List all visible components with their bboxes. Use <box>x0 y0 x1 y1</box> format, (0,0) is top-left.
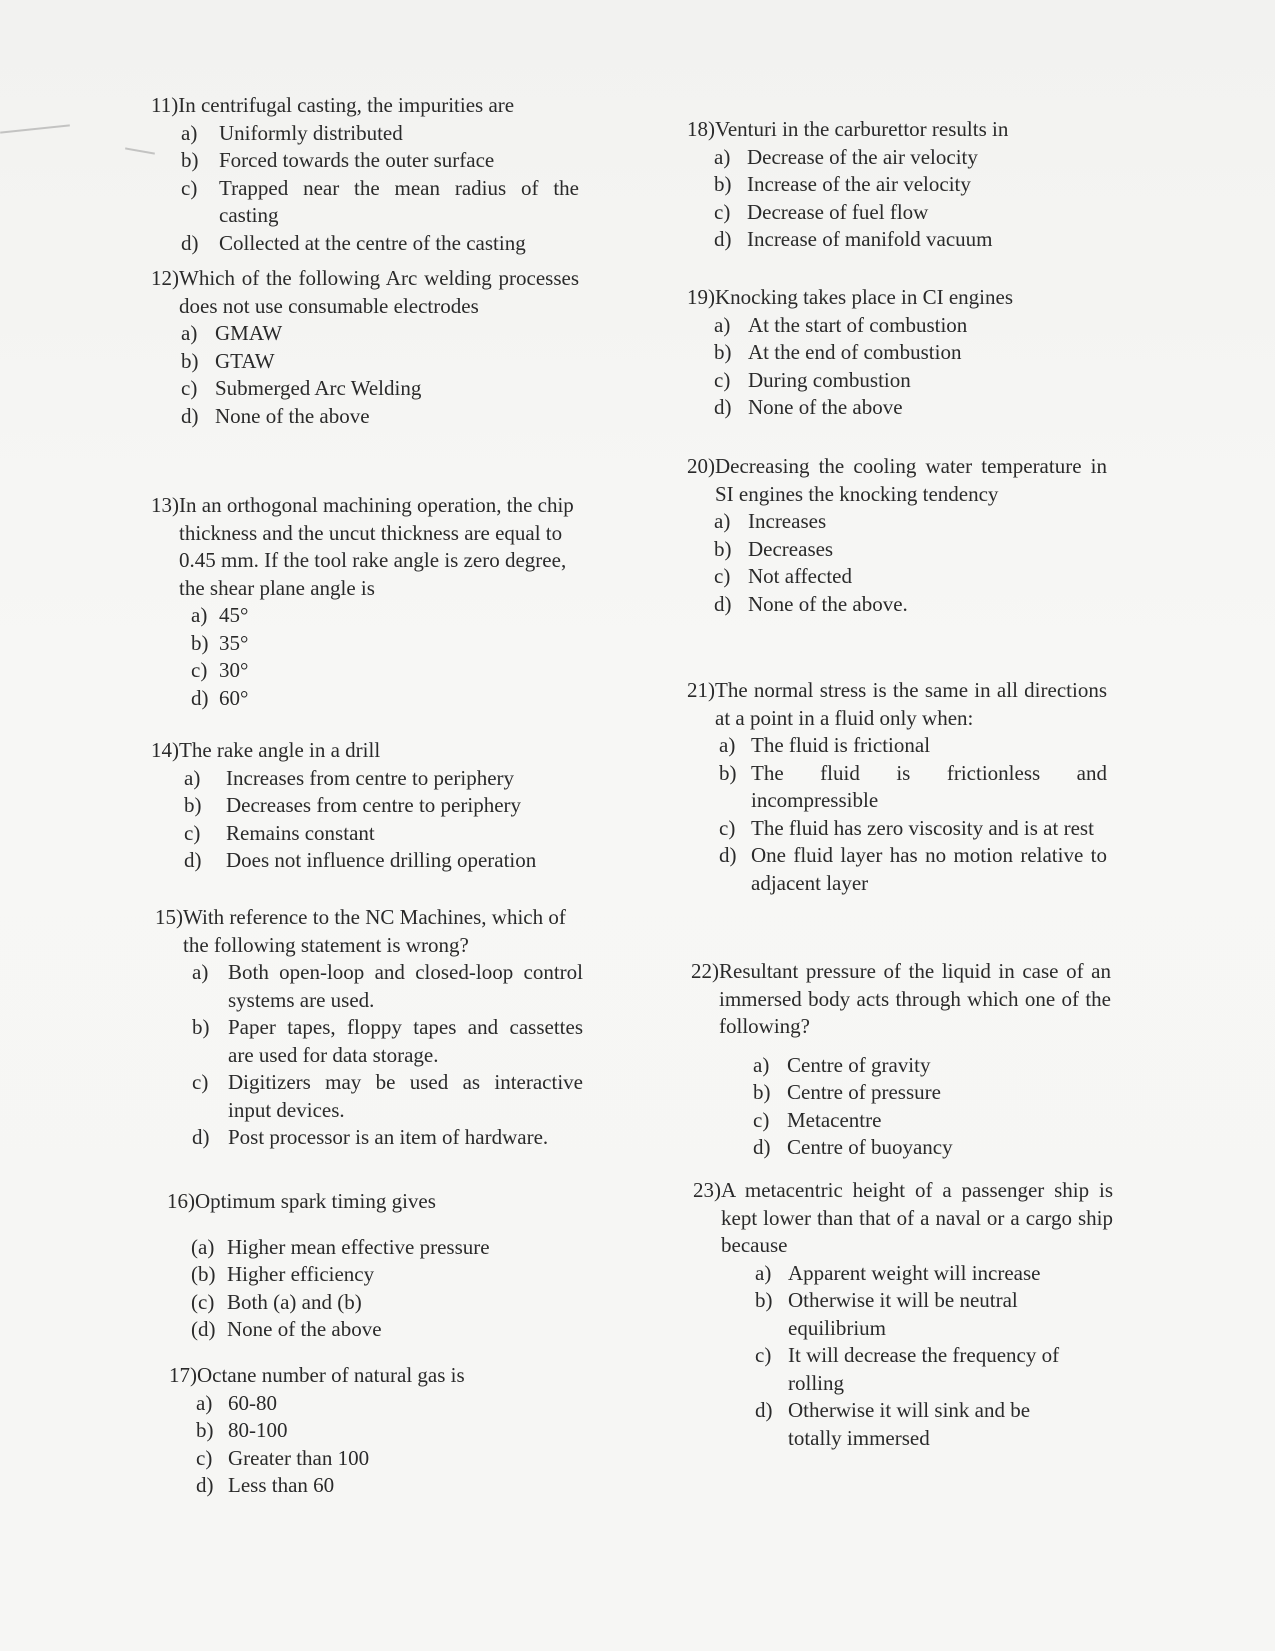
question-21 <box>687 677 1107 897</box>
question-12 <box>151 265 579 430</box>
option-d <box>191 685 579 713</box>
option-c <box>714 367 1107 395</box>
option-label: b) <box>714 172 732 196</box>
option-label: c) <box>753 1107 770 1132</box>
question-number: 21) <box>687 678 715 702</box>
option-text: GMAW <box>215 321 283 345</box>
question-text: Optimum spark timing gives <box>195 1189 436 1213</box>
option-text: Decreases from centre to periphery <box>226 793 522 817</box>
option-b <box>192 1014 583 1069</box>
question-text: Which of the following Arc welding processes does not use consumable electrodes <box>179 266 579 318</box>
option-label: b) <box>714 536 732 561</box>
option-label: a) <box>181 120 198 145</box>
option-label: b) <box>719 760 737 785</box>
option-d <box>719 842 1107 897</box>
option-c <box>181 175 579 230</box>
option-label: c) <box>719 815 736 840</box>
option-label: c) <box>755 1343 772 1367</box>
option-a <box>714 312 1107 340</box>
question-17 <box>169 1362 589 1500</box>
option-d <box>714 226 1107 254</box>
option-label: d) <box>181 230 199 255</box>
option-label: c) <box>714 367 731 392</box>
option-text: Centre of gravity <box>787 1052 931 1077</box>
option-d <box>181 403 579 431</box>
option-text: It will decrease the frequency of rolling <box>788 1343 1060 1395</box>
option-label: a) <box>184 765 201 790</box>
option-b <box>753 1079 1111 1107</box>
option-label: b) <box>755 1288 773 1312</box>
question-16 <box>167 1188 587 1344</box>
option-text: Trapped near the mean radius of the casting <box>219 175 579 227</box>
option-label: c) <box>181 376 198 400</box>
option-label: b) <box>191 630 209 655</box>
option-text: Collected at the centre of the casting <box>219 230 526 255</box>
question-text: The rake angle in a drill <box>179 738 381 762</box>
option-label: a) <box>192 960 209 984</box>
option-text: None of the above <box>227 1317 382 1341</box>
option-text: 80-100 <box>228 1418 288 1442</box>
option-b <box>196 1417 589 1445</box>
option-text: At the end of combustion <box>748 340 962 364</box>
option-label: d) <box>196 1473 214 1497</box>
option-b <box>184 792 579 820</box>
question-number: 19) <box>687 285 715 309</box>
question-text: Decreasing the cooling water temperature in SI engines the knocking tendency <box>715 454 1107 506</box>
option-label: b) <box>181 348 199 373</box>
option-text: Less than 60 <box>228 1473 335 1497</box>
option-text: Increases <box>748 509 827 533</box>
option-text: Decrease of the air velocity <box>747 144 978 169</box>
question-18 <box>687 116 1107 254</box>
option-text: 60-80 <box>228 1390 277 1415</box>
option-label: c) <box>191 658 208 682</box>
question-number: 18) <box>687 117 715 141</box>
option-b <box>719 760 1107 815</box>
option-text: Paper tapes, floppy tapes and cassettes are used for data storage. <box>228 1015 583 1067</box>
option-b <box>181 348 579 376</box>
option-text: During combustion <box>748 367 911 392</box>
option-c <box>191 657 579 685</box>
option-a <box>753 1052 1111 1080</box>
option-text: 30° <box>219 658 249 682</box>
option-text: None of the above <box>215 403 370 428</box>
option-text: Greater than 100 <box>228 1445 370 1470</box>
option-c <box>753 1107 1111 1135</box>
option-d <box>192 1124 583 1152</box>
option-c <box>196 1445 589 1473</box>
option-a <box>184 765 579 793</box>
question-text: In centrifugal casting, the impurities are <box>178 93 515 117</box>
option-text: Both (a) and (b) <box>227 1289 362 1314</box>
option-label: b) <box>753 1080 771 1104</box>
question-text: The normal stress is the same in all directions at a point in a fluid only when: <box>715 678 1107 730</box>
option-text: Decrease of fuel flow <box>747 199 929 224</box>
option-label: d) <box>714 591 732 616</box>
option-c <box>191 1289 587 1317</box>
question-14 <box>151 737 579 875</box>
option-label: b) <box>184 793 202 817</box>
option-text: Increase of manifold vacuum <box>747 227 993 251</box>
question-20 <box>687 453 1107 618</box>
question-number: 23) <box>693 1178 721 1202</box>
option-d <box>753 1134 1111 1162</box>
option-text: The fluid is frictional <box>751 733 931 757</box>
option-label: a) <box>714 144 731 169</box>
option-label: b) <box>192 1015 210 1039</box>
option-a <box>755 1260 1113 1288</box>
option-text: Uniformly distributed <box>219 120 403 145</box>
question-text: Knocking takes place in CI engines <box>715 285 1013 309</box>
option-d <box>181 230 579 258</box>
option-b <box>191 1261 587 1289</box>
option-label: d) <box>755 1398 773 1422</box>
option-a <box>192 959 583 1014</box>
question-text: Venturi in the carburettor results in <box>715 117 1009 141</box>
question-11 <box>151 92 579 257</box>
option-text: 35° <box>219 630 249 655</box>
question-number: 15) <box>155 905 183 929</box>
option-d <box>191 1316 587 1344</box>
option-label: d) <box>714 227 732 251</box>
option-text: None of the above <box>748 395 903 419</box>
option-d <box>184 847 579 875</box>
option-a <box>719 732 1107 760</box>
option-text: Otherwise it will be neutral equilibrium <box>788 1288 1018 1340</box>
option-c <box>192 1069 583 1124</box>
question-23 <box>693 1177 1113 1452</box>
option-label: d) <box>191 685 209 710</box>
option-label: a) <box>714 312 731 337</box>
option-b <box>714 536 1107 564</box>
option-text: The fluid is frictionless and incompressible <box>751 760 1107 812</box>
option-b <box>755 1287 1113 1342</box>
option-text: 60° <box>219 685 249 710</box>
option-a <box>714 144 1107 172</box>
option-label: d) <box>753 1135 771 1159</box>
option-a <box>714 508 1107 536</box>
option-label: a) <box>714 509 731 533</box>
question-number: 17) <box>169 1363 197 1387</box>
option-label: b) <box>181 148 199 172</box>
question-text: With reference to the NC Machines, which of the following statement is wrong? <box>183 905 566 957</box>
option-label: (a) <box>191 1234 215 1259</box>
option-text: Otherwise it will sink and be totally immersed <box>788 1398 1031 1450</box>
question-number: 14) <box>151 738 179 762</box>
option-text: Remains constant <box>226 820 375 845</box>
option-text: Centre of buoyancy <box>787 1135 953 1159</box>
option-c <box>181 375 579 403</box>
option-text: Post processor is an item of hardware. <box>228 1125 549 1149</box>
option-label: d) <box>719 843 737 867</box>
question-15 <box>155 904 583 1152</box>
question-13 <box>151 492 579 712</box>
option-label: a) <box>196 1390 213 1415</box>
option-c <box>755 1342 1113 1397</box>
option-a <box>191 1234 587 1262</box>
option-a <box>196 1390 589 1418</box>
question-22 <box>691 958 1111 1162</box>
option-label: (d) <box>191 1317 216 1341</box>
question-number: 20) <box>687 454 715 478</box>
option-text: Increase of the air velocity <box>747 172 971 196</box>
option-label: d) <box>181 403 199 428</box>
option-label: d) <box>184 848 202 872</box>
option-label: c) <box>181 175 198 200</box>
question-number: 22) <box>691 959 719 983</box>
option-text: Metacentre <box>787 1107 882 1132</box>
option-text: Forced towards the outer surface <box>219 148 495 172</box>
option-label: d) <box>714 395 732 419</box>
option-a <box>181 120 579 148</box>
option-d <box>196 1472 589 1500</box>
question-number: 12) <box>151 266 179 290</box>
option-label: c) <box>714 199 731 224</box>
option-b <box>191 630 579 658</box>
option-text: Higher efficiency <box>227 1262 375 1286</box>
option-label: (b) <box>191 1262 216 1286</box>
option-text: Does not influence drilling operation <box>226 848 537 872</box>
option-b <box>181 147 579 175</box>
option-a <box>191 602 579 630</box>
option-c <box>184 820 579 848</box>
option-b <box>714 171 1107 199</box>
option-label: b) <box>196 1418 214 1442</box>
option-text: Decreases <box>748 536 834 561</box>
question-number: 11) <box>151 93 179 117</box>
option-text: GTAW <box>215 348 275 373</box>
option-text: Increases from centre to periphery <box>226 765 515 790</box>
option-text: Centre of pressure <box>787 1080 941 1104</box>
option-label: a) <box>753 1052 770 1077</box>
option-text: None of the above. <box>748 591 908 616</box>
option-label: c) <box>192 1070 209 1094</box>
option-d <box>714 394 1107 422</box>
option-d <box>755 1397 1113 1452</box>
question-number: 16) <box>167 1189 195 1213</box>
option-text: Submerged Arc Welding <box>215 376 422 400</box>
option-label: c) <box>184 820 201 845</box>
question-number: 13) <box>151 493 179 517</box>
option-label: a) <box>755 1260 772 1285</box>
option-text: 45° <box>219 603 249 627</box>
option-a <box>181 320 579 348</box>
option-label: (c) <box>191 1289 215 1314</box>
scan-mark <box>0 124 70 133</box>
option-label: a) <box>719 733 736 757</box>
question-text: In an orthogonal machining operation, the chip thickness and the uncut thickness are equal to 0.45 mm. If the tool rake angle is zero degree, the shear plane angle is <box>179 493 574 600</box>
option-label: a) <box>191 603 208 627</box>
option-text: Both open-loop and closed-loop control systems are used. <box>228 960 583 1012</box>
option-text: The fluid has zero viscosity and is at rest <box>751 815 1094 840</box>
option-c <box>714 563 1107 591</box>
option-c <box>714 199 1107 227</box>
question-text: A metacentric height of a passenger ship is kept lower than that of a naval or a cargo ship because <box>721 1178 1113 1257</box>
option-c <box>719 815 1107 843</box>
option-b <box>714 339 1107 367</box>
question-19 <box>687 284 1107 422</box>
option-text: Apparent weight will increase <box>788 1260 1041 1285</box>
question-text: Resultant pressure of the liquid in case of an immersed body acts through which one of the following? <box>719 959 1111 1038</box>
option-text: Digitizers may be used as interactive input devices. <box>228 1070 583 1122</box>
option-label: b) <box>714 340 732 364</box>
option-label: c) <box>196 1445 213 1470</box>
option-text: At the start of combustion <box>748 312 968 337</box>
option-d <box>714 591 1107 619</box>
option-text: Higher mean effective pressure <box>227 1234 490 1259</box>
option-label: d) <box>192 1125 210 1149</box>
option-label: a) <box>181 321 198 345</box>
option-text: Not affected <box>748 564 852 588</box>
option-text: One fluid layer has no motion relative to adjacent layer <box>751 843 1107 895</box>
option-label: c) <box>714 564 731 588</box>
question-text: Octane number of natural gas is <box>197 1363 465 1387</box>
